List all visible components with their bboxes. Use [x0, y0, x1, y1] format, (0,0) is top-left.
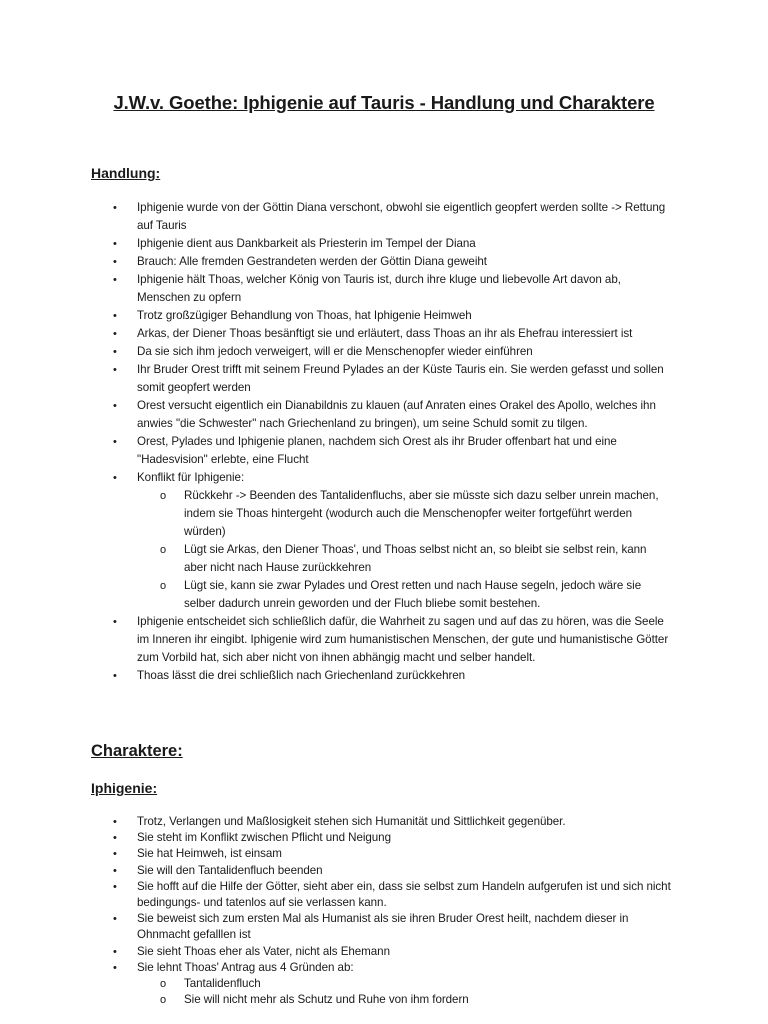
- list-item: [0, 613, 768, 667]
- sub-bullet-marker: o: [160, 490, 167, 502]
- bullet-marker: •: [113, 238, 117, 250]
- list-item: [0, 911, 768, 943]
- list-item: [0, 253, 768, 271]
- list-item-text: Konflikt für Iphigenie:: [137, 471, 245, 484]
- list-item: [0, 325, 768, 343]
- list-item-text: Brauch: Alle fremden Gestrandeten werden der Göttin Diana geweiht: [137, 255, 487, 268]
- list-item-text: Sie will nicht mehr als Schutz und Ruhe von ihm fordern: [184, 993, 469, 1007]
- list-item-text: Arkas, der Diener Thoas besänftigt sie und erläutert, dass Thoas an ihr als Ehefrau interessiert ist: [137, 327, 633, 340]
- list-item-text: Iphigenie wurde von der Göttin Diana verschont, obwohl sie eigentlich geopfert werden sollte -> Rettung auf Tauris: [137, 201, 666, 232]
- bullet-marker: •: [113, 961, 117, 974]
- sub-bullet-marker: o: [160, 978, 167, 991]
- bullet-marker: •: [113, 472, 117, 484]
- list-item: [0, 199, 768, 235]
- list-item-text: Trotz großzügiger Behandlung von Thoas, hat Iphigenie Heimweh: [137, 309, 472, 322]
- list-item: [0, 830, 768, 846]
- sub-list-item: [0, 976, 768, 992]
- list-item: [0, 361, 768, 397]
- list-item-text: Orest, Pylades und Iphigenie planen, nachdem sich Orest als ihr Bruder offenbart hat und eine "Hadesvision" erlebte, eine Flucht: [137, 435, 617, 466]
- list-item-text: Da sie sich ihm jedoch verweigert, will er die Menschenopfer wieder einführen: [137, 345, 533, 358]
- sub-list-item: [0, 487, 768, 541]
- list-item: [0, 235, 768, 253]
- list-item-text: Rückkehr -> Beenden des Tantalidenfluchs, aber sie müsste sich dazu selber unrein machen, indem sie Thoas hintergeht (wodurch auch die Menschenopfer weiter fortgeführt werden würden): [184, 489, 659, 538]
- charaktere-heading: Charaktere:: [91, 742, 183, 760]
- document-title: J.W.v. Goethe: Iphigenie auf Tauris - Handlung und Charaktere: [113, 92, 655, 113]
- bullet-marker: •: [113, 616, 117, 628]
- list-item-text: Lügt sie Arkas, den Diener Thoas', und Thoas selbst nicht an, so bleibt sie selbst rein, kann aber nicht nach Hause zurückkehren: [184, 543, 647, 574]
- sub-list-item: [0, 992, 768, 1008]
- bullet-marker: •: [113, 364, 117, 376]
- list-item: [0, 846, 768, 862]
- list-item-text: Sie will den Tantalidenfluch beenden: [137, 863, 323, 877]
- list-item-text: Sie beweist sich zum ersten Mal als Humanist als sie ihren Bruder Orest heilt, nachdem dieser in Ohnmacht gefalllen ist: [137, 912, 629, 942]
- bullet-marker: •: [113, 400, 117, 412]
- handlung-list: [0, 199, 768, 685]
- list-item-text: Sie sieht Thoas eher als Vater, nicht als Ehemann: [137, 944, 390, 958]
- bullet-marker: •: [113, 913, 117, 926]
- bullet-marker: •: [113, 816, 117, 828]
- sub-bullet-marker: o: [160, 544, 167, 556]
- list-item: [0, 944, 768, 960]
- bullet-marker: •: [113, 256, 117, 268]
- list-item-text: Lügt sie, kann sie zwar Pylades und Orest retten und nach Hause segeln, jedoch wäre sie selber dadurch unrein geworden und der Fluch bliebe somit bestehen.: [184, 579, 642, 610]
- list-item-text: Orest versucht eigentlich ein Dianabildnis zu klauen (auf Anraten eines Orakel des Apollo, welches ihn anwies "die Schwester" nach Griechenland zu bringen), um seine Schuld somit zu tilgen.: [137, 399, 656, 430]
- list-item-text: Iphigenie hält Thoas, welcher König von Tauris ist, durch ihre kluge und liebevolle Art davon ab, Menschen zu opfern: [137, 273, 621, 304]
- sub-list-item: [0, 541, 768, 577]
- list-item-text: Tantalidenfluch: [184, 977, 261, 991]
- list-item: [0, 960, 768, 976]
- bullet-marker: •: [113, 670, 117, 682]
- iphigenie-heading: Iphigenie:: [91, 780, 158, 796]
- list-item: [0, 863, 768, 879]
- list-item-text: Sie steht im Konflikt zwischen Pflicht und Neigung: [137, 831, 391, 845]
- bullet-marker: •: [113, 328, 117, 340]
- bullet-marker: •: [113, 202, 117, 214]
- list-item: [0, 343, 768, 361]
- iphigenie-list: [0, 814, 768, 1008]
- list-item-text: Sie lehnt Thoas' Antrag aus 4 Gründen ab:: [137, 960, 354, 974]
- list-item: [0, 667, 768, 685]
- list-item: [0, 469, 768, 487]
- bullet-marker: •: [113, 436, 117, 448]
- sub-bullet-marker: o: [160, 994, 167, 1007]
- list-item: [0, 397, 768, 433]
- list-item: [0, 879, 768, 911]
- bullet-marker: •: [113, 848, 117, 861]
- sub-list-item: [0, 577, 768, 613]
- bullet-marker: •: [113, 864, 117, 877]
- list-item-text: Sie hofft auf die Hilfe der Götter, sieht aber ein, dass sie selbst zum Handeln aufgerufen ist und sich nicht bedingungs- und tatenlos auf sie verlassen kann.: [137, 879, 671, 910]
- handlung-heading: Handlung:: [91, 165, 161, 181]
- list-item: [0, 814, 768, 830]
- list-item-text: Thoas lässt die drei schließlich nach Griechenland zurückkehren: [137, 669, 466, 682]
- list-item-text: Iphigenie dient aus Dankbarkeit als Priesterin im Tempel der Diana: [137, 237, 476, 250]
- list-item-text: Sie hat Heimweh, ist einsam: [137, 847, 282, 861]
- bullet-marker: •: [113, 346, 117, 358]
- bullet-marker: •: [113, 945, 117, 958]
- list-item-text: Trotz, Verlangen und Maßlosigkeit stehen sich Humanität und Sittlichkeit gegenüber.: [137, 815, 566, 828]
- bullet-marker: •: [113, 310, 117, 322]
- list-item: [0, 433, 768, 469]
- sub-bullet-marker: o: [160, 580, 167, 592]
- list-item-text: Iphigenie entscheidet sich schließlich dafür, die Wahrheit zu sagen und auf das zu hören, was die Seele im Inneren ihr eingibt. Iphigenie wird zum humanistischen Menschen, der gute und humanistische Götter zum Vorbild hat, sich aber nicht von ihnen abhängig macht und selber handelt.: [137, 615, 669, 664]
- bullet-marker: •: [113, 880, 117, 893]
- list-item: [0, 271, 768, 307]
- bullet-marker: •: [113, 274, 117, 286]
- list-item: [0, 307, 768, 325]
- list-item-text: Ihr Bruder Orest trifft mit seinem Freund Pylades an der Küste Tauris ein. Sie werden gefasst und sollen somit geopfert werden: [137, 363, 664, 394]
- bullet-marker: •: [113, 832, 117, 845]
